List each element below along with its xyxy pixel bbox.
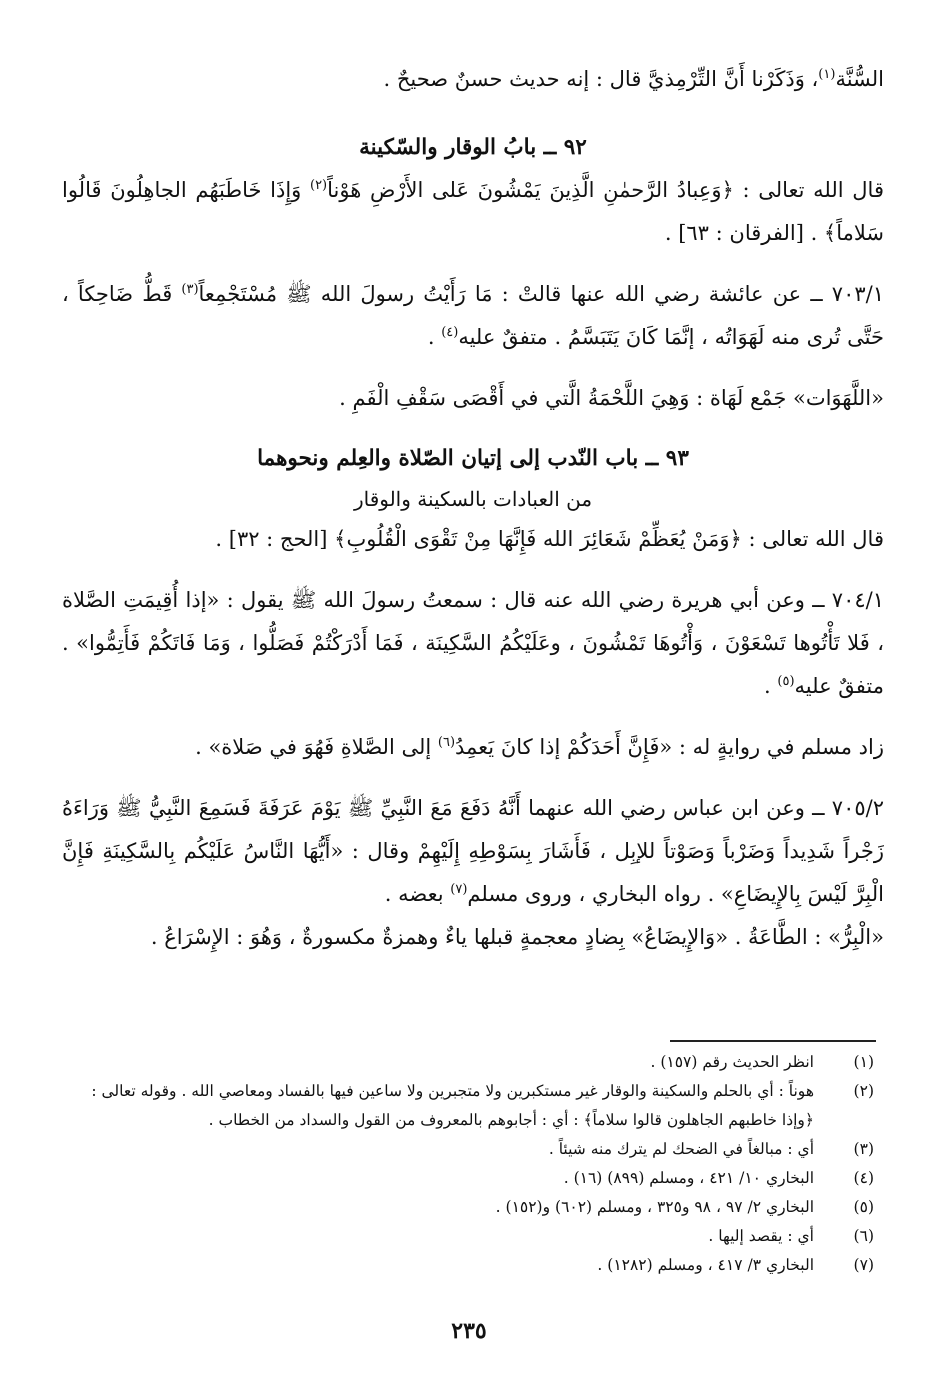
footnote-item (62, 1135, 874, 1164)
footnote-item (62, 1251, 874, 1280)
footnote-text: أي : يقصد إليها . (708, 1227, 814, 1245)
hadith-704-addition (62, 726, 884, 769)
hadith-704-end: . (764, 674, 778, 698)
footnote-number: (٢) (853, 1082, 874, 1100)
verse-paragraph-93: قال الله تعالى : ﴿وَمَنْ يُعَظِّمْ شَعَائِرَ الله فَإِنَّهَا مِنْ تَقْوَى الْقُلُوبِ﴾ [الحج : ٣٢] . (215, 527, 884, 551)
footnote-text: البخاري ٣/ ٤١٧ ، ومسلم (١٢٨٢) . (597, 1256, 814, 1274)
page-number: ٢٣٥ (451, 1318, 487, 1344)
hadith-704-addition-text: زاد مسلم في روايةٍ له : «فَإِنَّ أَحَدَكُمْ إذا كانَ يَعمِدُ (455, 735, 884, 759)
gloss-705: «الْبِرُّ» : الطَّاعَةُ . «وَالإِيضَاعُ» بِضادٍ معجمةٍ قبلها ياءٌ وهمزةٌ مكسورةٌ ، وَهُوَ : الإِسْرَاعُ . (150, 925, 884, 949)
footnote-text: انظر الحديث رقم (١٥٧) . (650, 1053, 814, 1071)
hadith-705-tail: بعضه . (384, 882, 451, 906)
hadith-703-end: . (427, 325, 442, 349)
footnote-item (62, 1222, 874, 1251)
hadith-705 (62, 787, 884, 916)
footnote-separator (670, 1040, 876, 1042)
footnote-number: (٦) (853, 1227, 874, 1245)
footnotes (62, 1048, 874, 1280)
hadith-705-text: ٧٠٥/٢ ــ وعن ابن عباس رضي الله عنهما أَنَّهُ دَفَعَ مَعَ النَّبِيِّ ﷺ يَوْمَ عَرَفَةَ فَسَمِعَ النَّبِيُّ ﷺ وَرَاءَهُ زَجْراً شَدِيداً وَضَرْباً وَصَوْتاً للإبِل ، فَأَشَارَ بِسَوْطِهِ إِلَيْهِمْ وقال : «أَيُّهَا النَّاسُ عَلَيْكُم بِالسَّكِينَةِ فَإِنَّ الْبِرَّ لَيْسَ بِالإِيضَاعِ» . رواه البخاري ، وروى مسلم (62, 796, 884, 906)
footnote-ref-4: (٤) (441, 325, 459, 340)
footnote-text: أي : مبالغاً في الضحك لم يترك منه شيئاً . (548, 1140, 814, 1158)
footnote-number: (٧) (853, 1256, 874, 1274)
footnote-text: البخاري ٢/ ٩٧ ، ٩٨ و٣٢٥ ، ومسلم (٦٠٢) و(١٥٢) . (495, 1198, 814, 1216)
footnote-ref-1: (١) (818, 67, 836, 82)
gloss-703: «اللَّهَوَات» جَمْع لَهَاة : وَهِيَ اللَّحْمَةُ الَّتي في أَقْصَى سَقْفِ الْفَمِ . (339, 386, 884, 410)
footnote-number: (٣) (853, 1140, 874, 1158)
hadith-704-text: ٧٠٤/١ ــ وعن أبي هريرة رضي الله عنه قال : سمعتُ رسولَ الله ﷺ يقول : «إذا أُقِيمَتِ الصَّلاة ، فَلا تَأْتُوها تَسْعَوْنَ ، وَأْتُوهَا تَمْشُونَ ، وعَلَيْكُمُ السَّكِينَة ، فَمَا أَدْرَكْتُمْ فَصَلُّوا ، وَمَا فَاتَكُمْ فَأَتِمُّوا» . متفقٌ عليه (62, 588, 884, 698)
footnote-number: (٤) (853, 1169, 874, 1187)
footnote-ref-5: (٥) (777, 674, 795, 689)
hadith-704-addition-tail: إلى الصَّلاةِ فَهُوَ في صَلاة» . (195, 735, 438, 759)
verse-paragraph-92 (62, 169, 884, 255)
footnote-number: (١) (853, 1053, 874, 1071)
footnote-item (62, 1193, 874, 1222)
footnote-number: (٥) (853, 1198, 874, 1216)
footnote-ref-2: (٢) (309, 178, 328, 193)
chapter-heading-92: ٩٢ ــ بابُ الوقار والسّكينة (359, 135, 587, 160)
hadith-703 (62, 273, 884, 359)
footnote-text: البخاري ١٠/ ٤٢١ ، ومسلم (٨٩٩) (١٦) . (563, 1169, 814, 1187)
footnote-ref-7: (٧) (450, 882, 468, 897)
footnote-ref-3: (٣) (181, 282, 199, 297)
page-body (62, 58, 884, 959)
intro-text: السُّنَّة (835, 67, 884, 91)
chapter-subheading-93: من العبادات بالسكينة والوقار (353, 487, 593, 511)
verse-text: قال الله تعالى : ﴿وَعِبادُ الرَّحمٰنِ الَّذِينَ يَمْشُونَ عَلى الأَرْضِ هَوْناً (327, 178, 884, 202)
intro-text-tail: ، وَذَكَرْنا أَنَّ التِّرْمِذيَّ قال : إنه حديث حسنٌ صحيحٌ . (383, 67, 819, 91)
footnote-item (62, 1164, 874, 1193)
verse-text-tail: وَإِذَا خَاطَبَهُم الجاهِلُونَ قَالُوا سَلاماً﴾ . [الفرقان : ٦٣] . (62, 178, 884, 245)
chapter-heading-93: ٩٣ ــ باب النّدب إلى إتيان الصّلاة والعِلم ونحوهما (257, 446, 689, 471)
hadith-703-text-b: قَطُّ ضَاحِكاً ، حَتَّى تُرى منه لَهَوَاتُه ، إنَّمَا كَانَ يَتَبَسَّمُ . متفقٌ عليه (62, 282, 884, 349)
footnote-ref-6: (٦) (437, 735, 456, 750)
footnote-item (62, 1048, 874, 1077)
hadith-704 (62, 579, 884, 708)
footnote-text: هوناً : أي بالحلم والسكينة والوقار غير مستكبرين ولا متجبرين ولا ساعين فيها بالفساد ومعاصي الله . وقوله تعالى : ﴿وإذا خاطبهم الجاهلون قالوا سلاماً﴾ : أي : أجابوهم بالمعروف من القول والسداد من الخطاب . (91, 1082, 814, 1129)
footnote-item (62, 1077, 874, 1135)
intro-paragraph (62, 58, 884, 101)
hadith-703-text: ٧٠٣/١ ــ عن عائشة رضي الله عنها قالتْ : مَا رَأَيْتُ رسولَ الله ﷺ مُسْتَجْمِعاً (198, 282, 884, 306)
